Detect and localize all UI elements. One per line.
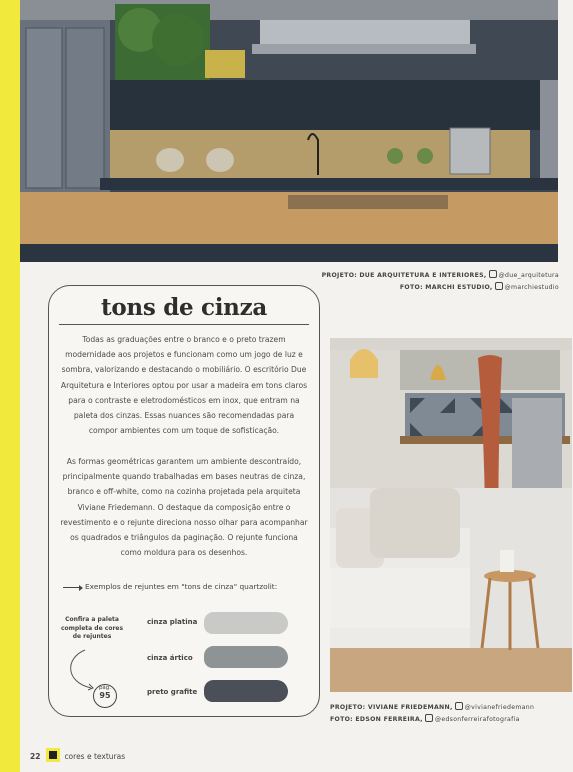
swatch-label-cinza-platina: cinza platina	[147, 618, 198, 626]
yellow-edge-strip	[0, 0, 20, 772]
article-paragraph-1: Todas as graduações entre o branco e o preto trazem modernidade aos projetos e funcionam como um jogo de luz e sombra, valorizando e destacando o mobiliário. O escritório Due Arquitetura e Interiores optou por usar a madeira em tons claros para o contraste e eletrodomésticos em inox, que entram na paleta dos cinzas. Essas nuances são recomendadas para compor ambientes com um toque de sofisticação.	[60, 335, 308, 436]
right-photo-credit-project: PROJETO: VIVIANE FRIEDEMANN, @vivianefriedemann	[330, 704, 535, 711]
palette-side-note: Confira a paleta completa de cores de rejuntes	[60, 616, 124, 640]
instagram-icon	[495, 282, 503, 290]
instagram-icon	[455, 702, 463, 710]
article-card	[48, 285, 320, 717]
page-footer	[30, 748, 125, 762]
swatch-label-preto-grafite: preto grafite	[147, 688, 198, 696]
swatch-cinza-platina	[204, 612, 288, 634]
instagram-icon	[489, 270, 497, 278]
swatch-label-cinza-artico: cinza ártico	[147, 654, 193, 662]
swatch-cinza-artico	[204, 646, 288, 668]
examples-label: Exemplos de rejuntes em "tons de cinza" quartzolit:	[63, 582, 277, 591]
kitchen-living-photo	[330, 338, 572, 692]
magazine-logo-icon	[46, 748, 60, 762]
top-photo-credit-photo: FOTO: MARCHI ESTUDIO, @marchiestudio	[399, 284, 559, 291]
instagram-icon	[425, 714, 433, 722]
arrow-right-icon	[63, 587, 81, 588]
article-paragraph-2: As formas geométricas garantem um ambiente descontraído, principalmente quando trabalhadas em bases neutras de cinza, branco e off-white, como na cozinha projetada pela arquiteta Viviane Friedemann. O destaque da composição entre o revestimento e o rejunte direciona nosso olhar para acompanhar os quadrados e triângulos da paginação. O rejunte funciona como moldura para os desenhos.	[60, 457, 308, 558]
page-reference-badge: pág. 95	[93, 684, 117, 708]
title-divider	[59, 324, 309, 325]
top-photo-credit-project: PROJETO: DUE ARQUITETURA E INTERIORES, @due_arquitetura	[321, 272, 559, 279]
right-photo-credit-photo: FOTO: EDSON FERREIRA, @edsonferreirafotografia	[330, 716, 520, 723]
section-name: cores e texturas	[64, 752, 126, 761]
page-number: 22	[30, 752, 41, 761]
swatch-preto-grafite	[204, 680, 288, 702]
article-title: tons de cinza	[101, 294, 267, 321]
kitchen-photo-top	[20, 0, 558, 262]
